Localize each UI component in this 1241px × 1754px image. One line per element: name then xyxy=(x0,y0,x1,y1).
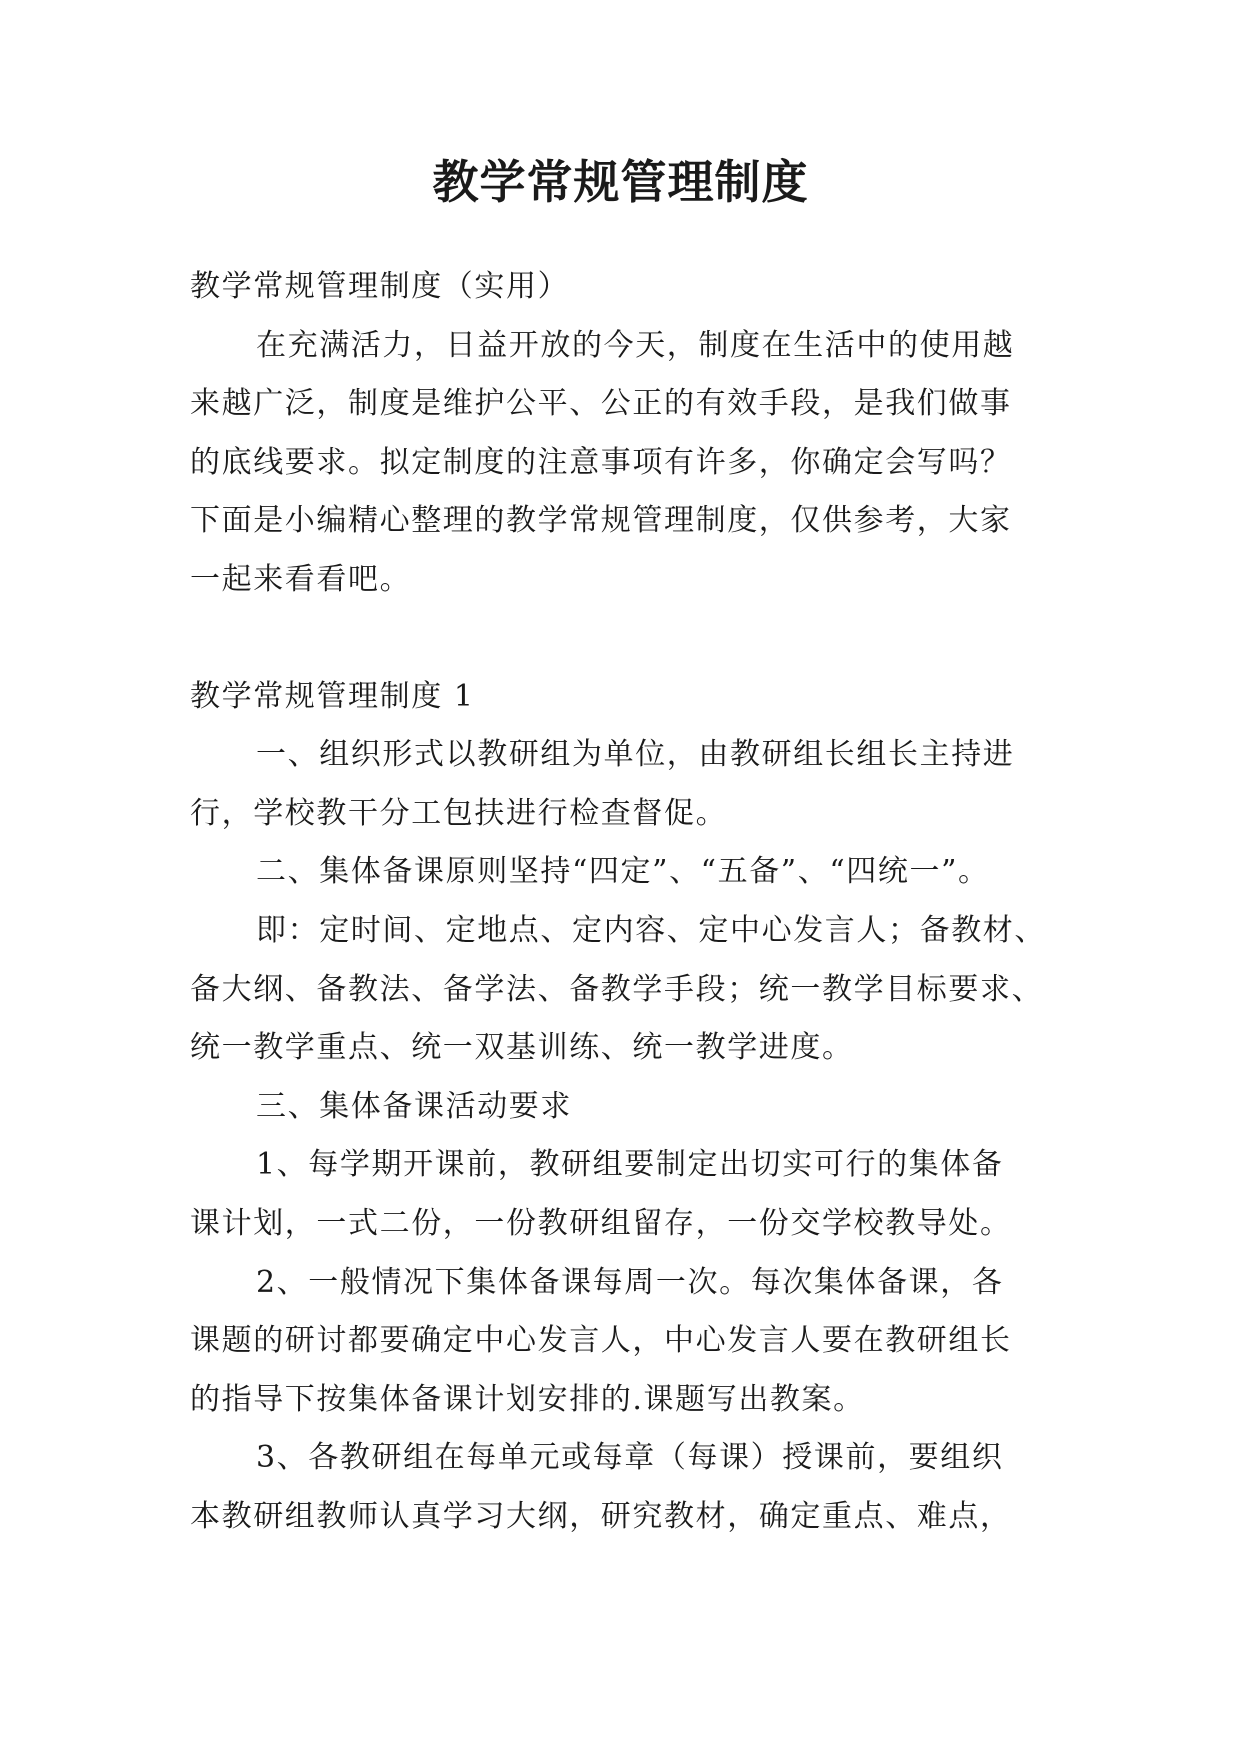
paragraph-line: 统一教学重点、统一双基训练、统一教学进度。 xyxy=(190,1030,854,1066)
paragraph-line: 本教研组教师认真学习大纲，研究教材，确定重点、难点， xyxy=(190,1498,1012,1534)
paragraph-line: 行，学校教干分工包扶进行检查督促。 xyxy=(190,795,728,831)
paragraph-line: 一起来看看吧。 xyxy=(190,561,412,597)
paragraph-line: 下面是小编精心整理的教学常规管理制度，仅供参考，大家 xyxy=(190,503,1012,539)
paragraph-line: 课题的研讨都要确定中心发言人，中心发言人要在教研组长 xyxy=(190,1323,1012,1359)
paragraph-line: 1、每学期开课前，教研组要制定出切实可行的集体备 xyxy=(256,1147,1004,1183)
paragraph-line: 的底线要求。拟定制度的注意事项有许多，你确定会写吗？ xyxy=(190,444,1012,480)
section-heading: 教学常规管理制度 1 xyxy=(190,678,475,714)
paragraph-line: 三、集体备课活动要求 xyxy=(256,1088,572,1124)
paragraph-line: 2、一般情况下集体备课每周一次。每次集体备课，各 xyxy=(256,1264,1004,1300)
paragraph-line: 二、集体备课原则坚持“四定”、“五备”、“四统一”。 xyxy=(256,854,990,890)
paragraph-line: 在充满活力，日益开放的今天，制度在生活中的使用越 xyxy=(256,327,1015,363)
paragraph-line: 一、组织形式以教研组为单位，由教研组长组长主持进 xyxy=(256,737,1015,773)
paragraph-line: 的指导下按集体备课计划安排的.课题写出教案。 xyxy=(190,1381,865,1417)
subtitle-line: 教学常规管理制度（实用） xyxy=(190,269,570,304)
section-gap xyxy=(190,610,1060,668)
paragraph-line: 课计划，一式二份，一份教研组留存，一份交学校教导处。 xyxy=(190,1205,1012,1241)
paragraph-line: 3、各教研组在每单元或每章（每课）授课前，要组织 xyxy=(256,1440,1004,1476)
document-body xyxy=(190,258,1060,1546)
document-title: 教学常规管理制度 xyxy=(432,155,809,209)
paragraph-line: 即：定时间、定地点、定内容、定中心发言人；备教材、 xyxy=(256,912,1046,948)
paragraph-line: 来越广泛，制度是维护公平、公正的有效手段，是我们做事 xyxy=(190,386,1012,422)
paragraph-line: 备大纲、备教法、备学法、备教学手段；统一教学目标要求、 xyxy=(190,971,1044,1007)
